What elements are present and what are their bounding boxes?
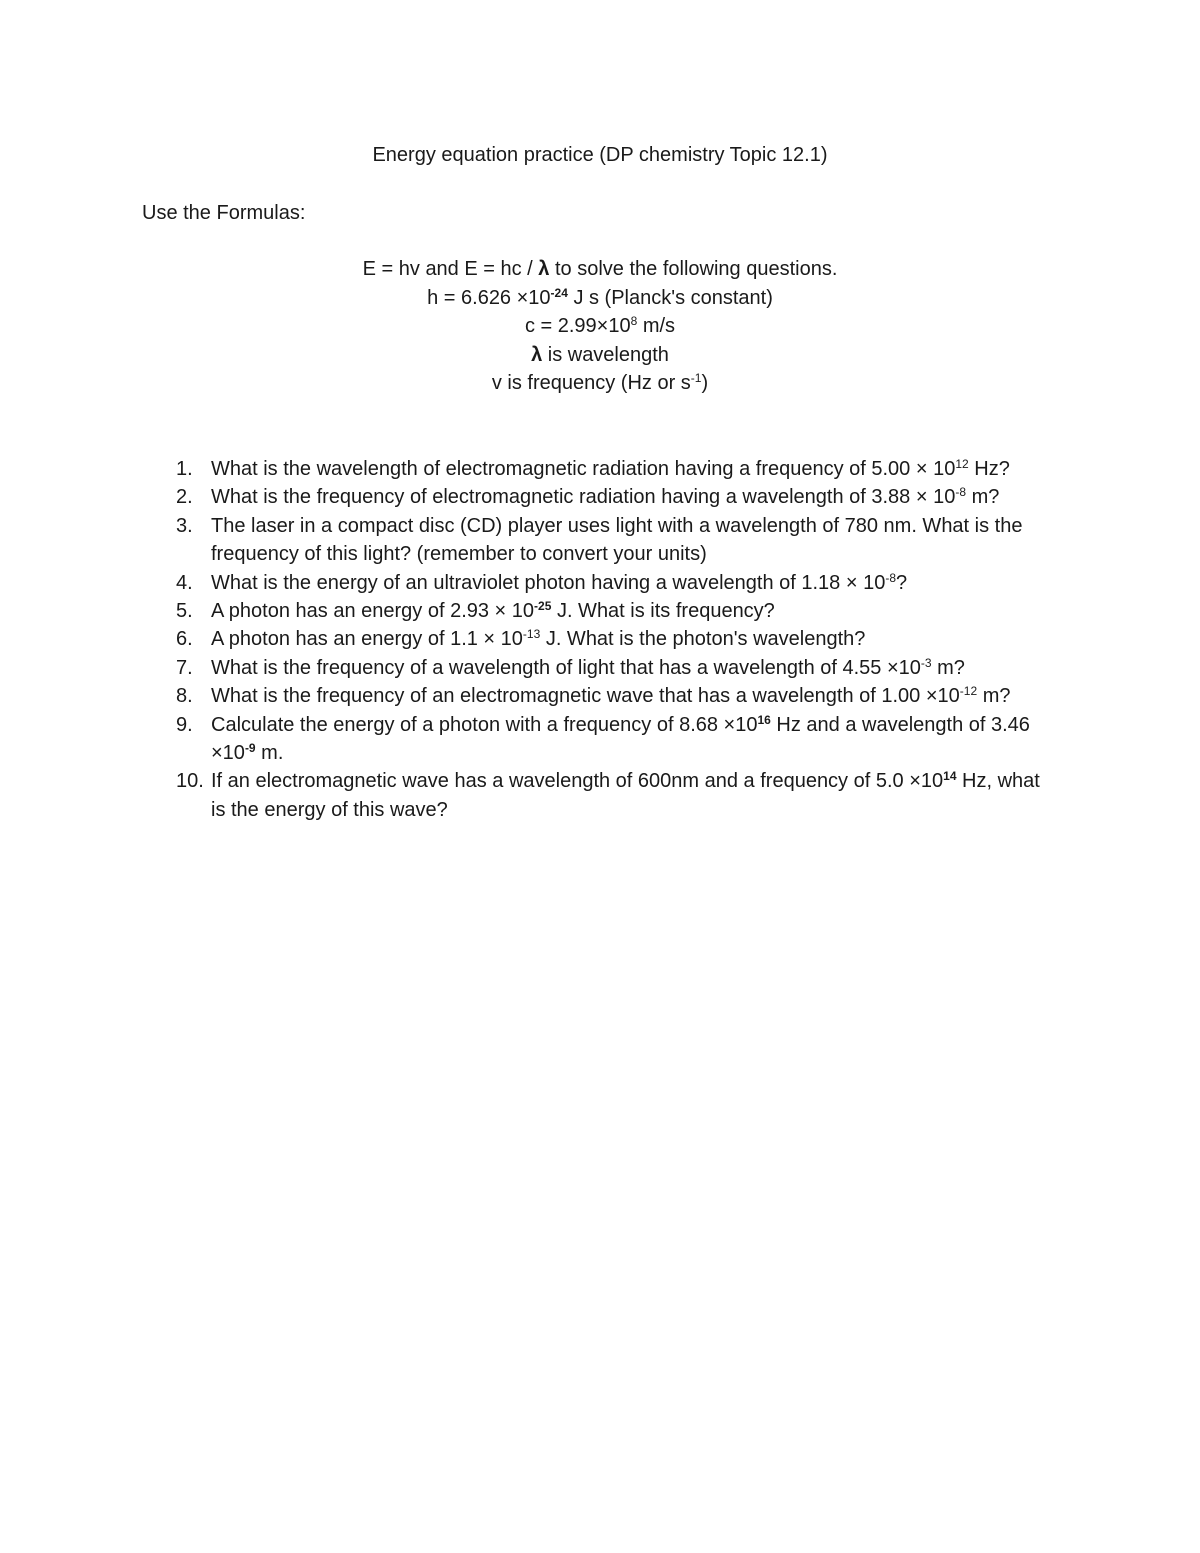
question-text: What is the frequency of an electromagnetic wave that has a wavelength of $1.00 \times 10^{-12}$ m? [211,684,1011,708]
lambda-symbol: λ [538,258,550,280]
question-item [0,654,1057,682]
question-item [0,483,1057,511]
question-number: 8. [176,685,193,708]
question-item [0,682,1057,710]
intro-text: Use the Formulas: [142,202,306,224]
page-title: Energy equation practice (DP chemistry Topic 12.1) [372,144,828,166]
question-item [0,455,1057,483]
question-item [0,597,1057,625]
formula-frequency-definition: v is frequency (Hz or $s^{-1}$) [491,371,709,395]
question-list [0,455,1200,824]
question-number: 1. [176,458,193,480]
question-number: 9. [176,713,193,736]
question-item [0,569,1057,597]
question-number: 7. [176,656,193,679]
exponent: 8 [630,314,638,329]
question-number: 4. [176,571,193,594]
question-text: What is the frequency of a wavelength of light that has a wavelength of $4.55 \times 10^{-3}$ m? [211,655,965,679]
question-number: 10. [176,770,204,793]
exponent: -24 [550,285,568,300]
question-text: What is the wavelength of electromagnetic radiation having a frequency of $5.00 \times 10^{12}$ Hz? [211,457,1010,480]
formula-energy-equations: E = hv and E = hc / λ to solve the following questions. [362,258,838,280]
lambda-symbol: λ [531,343,543,366]
question-text: What is the frequency of electromagnetic radiation having a wavelength of $3.88 \times 10^{-8}$ m? [211,485,1000,509]
formula-block [0,255,1200,398]
question-number: 5. [176,600,193,623]
question-item [0,512,1057,569]
question-number: 6. [176,628,193,651]
question-text: If an electromagnetic wave has a wavelength of 600nm and a frequency of $5.0 \times 10^{14}$ Hz, what is the energy of this wave? [211,769,1040,821]
formula-speed-of-light: $c = 2.99\times 10^8$ m/s [524,314,676,338]
question-number: 3. [176,514,193,537]
question-number: 2. [176,486,193,509]
question-item [0,767,1057,824]
question-text: A photon has an energy of $2.93 \times 10^{-25}$ J. What is its frequency? [211,599,775,623]
question-text: The laser in a compact disc (CD) player uses light with a wavelength of 780 nm. What is the frequency of this light? (remember to convert your units) [211,514,1023,566]
formula-planck-constant: $h = 6.626 \times 10^{-24}$ J s (Planck's constant) [427,285,773,309]
exponent: -1 [690,371,702,386]
question-item [0,711,1057,768]
question-text: Calculate the energy of a photon with a frequency of $8.68 \times 10^{16}$ Hz and a wavelength of $3.46 \times 10^{-9}$ m. [211,712,1030,765]
question-text: What is the energy of an ultraviolet photon having a wavelength of $1.18 \times 10^{-8}$? [211,570,908,594]
question-text: A photon has an energy of $1.1 \times 10^{-13}$ J. What is the photon's wavelength? [211,627,866,651]
question-item [0,625,1057,653]
formula-wavelength-definition: λ is wavelength [531,343,669,366]
